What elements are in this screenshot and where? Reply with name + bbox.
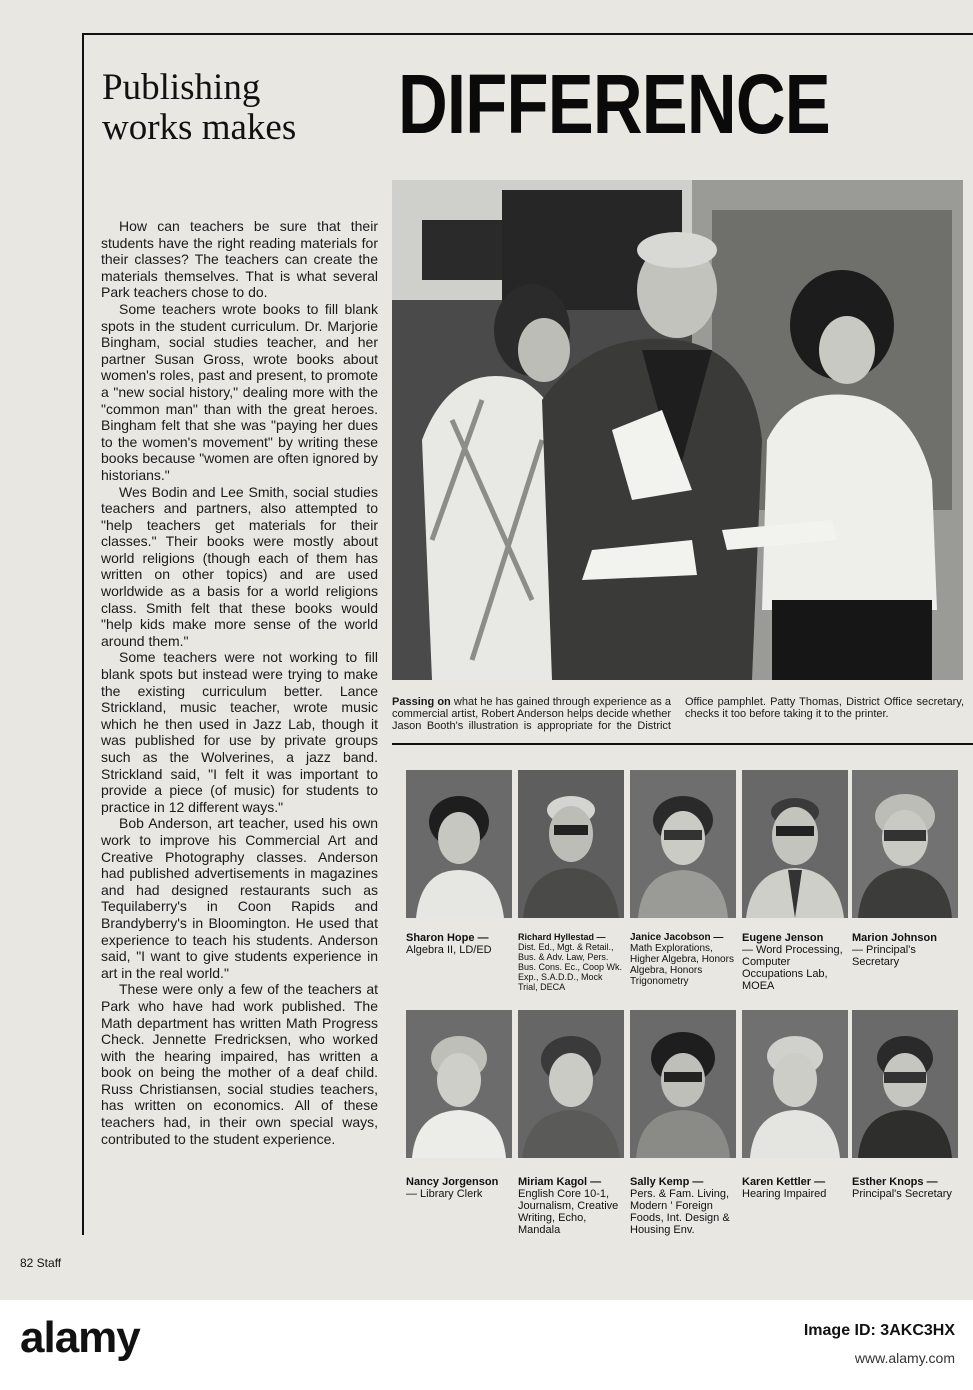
staff-name: Janice Jacobson — [630,932,724,943]
photo-caption [392,696,964,732]
staff-role: — Principal's Secretary [852,944,916,968]
headline-serif [102,68,296,148]
staff-caption [852,1176,958,1200]
staff-caption [742,932,848,992]
staff-portrait [742,1010,848,1158]
staff-portrait [852,1010,958,1158]
headline-line-1: Publishing [102,67,261,108]
staff-role: Algebra II, LD/ED [406,944,492,956]
watermark-logo: alamy [20,1313,140,1362]
staff-role: — Word Processing, Computer Occupations Lab, MOEA [742,944,843,992]
staff-portraits [406,770,962,1250]
staff-caption [518,1176,624,1236]
caption-text: what he has gained through experience as a commercial artist, Robert Anderson helps decide whether Jason Booth's illustration is appropriate for the District Office pamphlet. Patty Thomas, District Office secretary, checks it too before taking it to the printer. [392,696,964,732]
staff-caption [852,932,958,968]
staff-role: Principal's Secretary [852,1188,952,1200]
staff-card [852,770,958,968]
staff-row [406,770,962,1010]
headline-line-2: works makes [102,107,297,148]
staff-name: Sally Kemp — [630,1176,704,1188]
frame-rule-middle [392,743,973,745]
headline-difference: DIFFERENCE [398,57,830,151]
staff-name: Eugene Jenson [742,932,824,944]
staff-card [406,1010,512,1200]
main-photo [392,180,963,680]
article-paragraph: Bob Anderson, art teacher, used his own work to improve his Commercial Art and Creative Photography classes. Anderson had published advertisements in magazines and had designed restaurants such as Tequilaberry's in Coon Rapids and Brandyberry's in Bloomington. He used that experience to teach his students. Anderson said, "I want to give students experience in art in the real world." [101,815,378,981]
staff-caption [406,1176,512,1200]
staff-name: Nancy Jorgenson [406,1176,499,1188]
staff-name: Esther Knops — [852,1176,938,1188]
staff-caption [630,932,736,987]
staff-card [630,1010,736,1236]
staff-caption [518,932,624,992]
article-paragraph: Some teachers wrote books to fill blank spots in the student curriculum. Dr. Marjorie Bingham, social studies teacher, and her partner Susan Gross, wrote books about women's roles, past and present, to promote a "new social history," dealing more with the "common man" than with the great heroes. Bingham felt that she was "paying her dues to the women's movement" by writing these books because "women are often ignored by historians." [101,300,378,483]
watermark-image-id: Image ID: 3AKC3HX [803,1322,955,1339]
staff-portrait [852,770,958,918]
staff-card [742,1010,848,1200]
staff-card [852,1010,958,1200]
staff-caption [630,1176,736,1236]
staff-card [630,770,736,987]
watermark-bar [0,1300,973,1390]
watermark-url: www.alamy.com [854,1350,955,1366]
staff-portrait [406,1010,512,1158]
staff-name: Sharon Hope — [406,932,489,944]
page-folio: 82 Staff [20,1256,62,1270]
staff-role: Hearing Impaired [742,1188,827,1200]
staff-role: English Core 10-1, Journalism, Creative Writing, Echo, Mandala [518,1188,619,1236]
staff-caption [742,1176,848,1200]
staff-name: Marion Johnson [852,932,937,944]
staff-portrait [518,1010,624,1158]
staff-role: Pers. & Fam. Living, Modern ' Foreign Foods, Int. Design & Housing Env. [630,1188,730,1236]
staff-caption [406,932,512,956]
frame-rule-top [82,33,973,35]
article-paragraph: Wes Bodin and Lee Smith, social studies teachers and partners, also attempted to "help teachers get materials for their classes." Their books were mostly about world religions (though each of them has written on other topics) and are used worldwide as a basis for a world religions class. Smith felt that these books would "help kids make more sense of the world around them." [101,483,378,649]
staff-name: Richard Hyllestad — [518,932,606,942]
staff-portrait [630,1010,736,1158]
caption-lead: Passing on [392,696,451,708]
article-body [101,218,378,1147]
staff-portrait [406,770,512,918]
staff-card [406,770,512,956]
staff-role: Dist. Ed., Mgt. & Retail., Bus. & Adv. Law, Pers. Bus. Cons. Ec., Coop Wk. Exp., S.A.D.D., Mock Trial, DECA [518,942,623,992]
staff-card [518,770,624,992]
staff-portrait [630,770,736,918]
staff-role: Math Explorations, Higher Algebra, Honors Algebra, Honors Trigonometry [630,943,734,987]
article-paragraph: How can teachers be sure that their students have the right reading materials for their classes? The teachers can create the materials themselves. That is what several Park teachers chose to do. [101,218,378,301]
staff-card [742,770,848,992]
article-paragraph: These were only a few of the teachers at Park who have had work published. The Math department has written Math Progress Check. Jennette Fredricksen, who worked with the hearing impaired, has written a book on being the mother of a deaf child. Russ Christiansen, social studies teachers, has written on economics. All of these teachers had, in their own special ways, contributed to the student experience. [101,981,378,1147]
staff-row [406,1010,962,1250]
staff-card [518,1010,624,1236]
staff-portrait [518,770,624,918]
staff-role: — Library Clerk [406,1188,483,1200]
staff-portrait [742,770,848,918]
frame-rule-left [82,33,84,1235]
staff-name: Miriam Kagol — [518,1176,602,1188]
staff-name: Karen Kettler — [742,1176,826,1188]
article-paragraph: Some teachers were not working to fill blank spots but instead were trying to make the existing curriculum better. Lance Strickland, music teacher, wrote music which he then used in Jazz Lab, though it was published for use by private groups such as the Wolverines, a jazz band. Strickland said, "I felt it was important to provide a piece (of music) for students to practice in 12 different ways." [101,649,378,815]
